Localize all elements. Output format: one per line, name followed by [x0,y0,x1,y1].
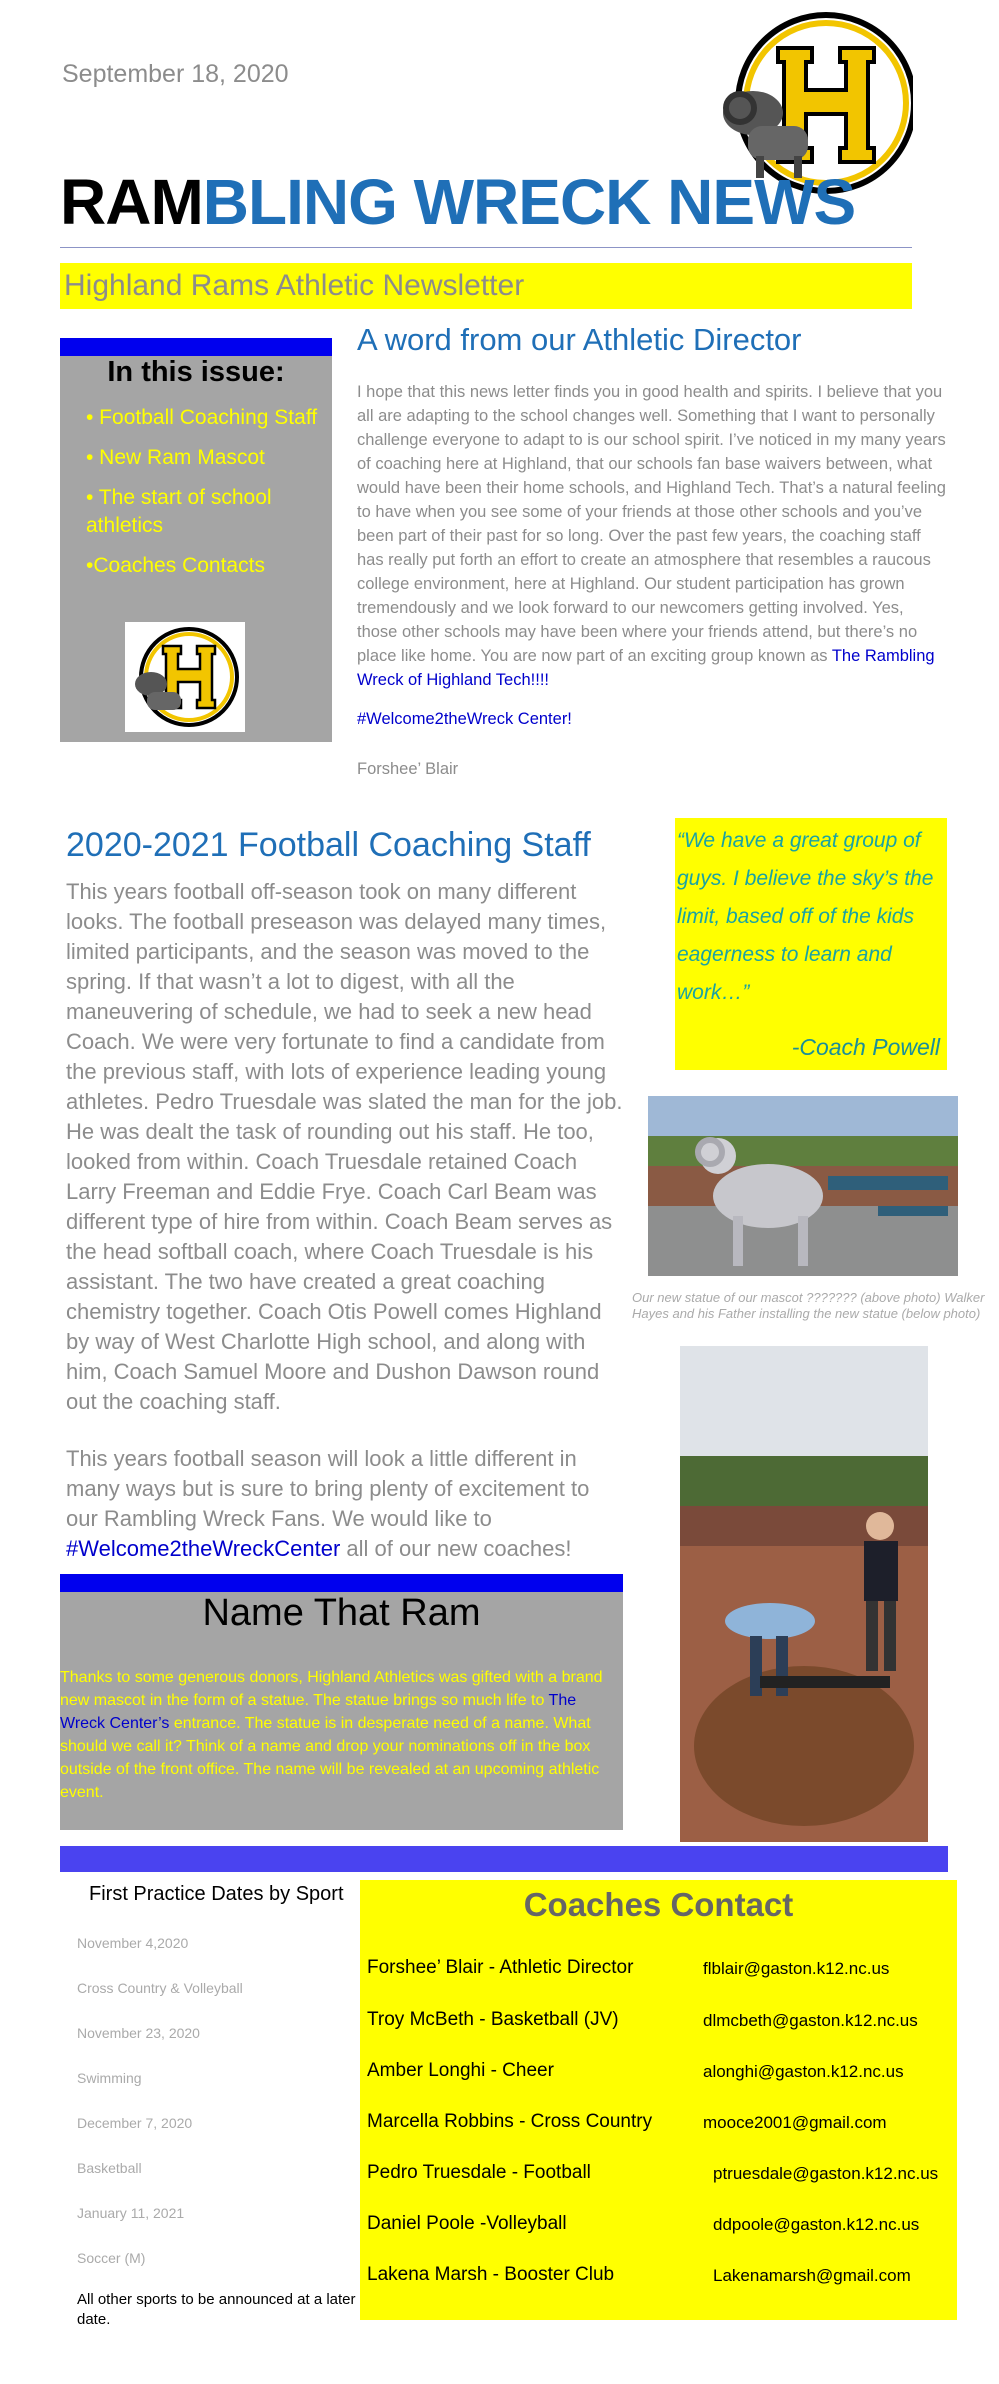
coaches-contact-box [360,1880,957,2320]
practice-date: November 4,2020 [77,1935,189,1951]
welcome-wreck-center-link[interactable]: #Welcome2theWreckCenter [66,1536,341,1561]
contact-name: Marcella Robbins - Cross Country [367,2111,653,2132]
practice-sport: Swimming [77,2070,142,2086]
practice-sport: Cross Country & Volleyball [77,1980,243,1996]
contact-row [367,2111,952,2141]
contact-email[interactable]: dlmcbeth@gaston.k12.nc.us [703,2011,918,2030]
issue-item: • Football Coaching Staff [86,406,318,429]
ram-statue-photo [648,1096,958,1276]
masthead-ram: RAM [60,166,203,238]
practice-sport: Soccer (M) [77,2250,146,2266]
practice-note: All other sports to be announced at a later date. [77,2291,356,2328]
athletic-director-heading: A word from our Athletic Director [357,322,802,357]
issue-item: • New Ram Mascot [86,446,265,469]
athletic-director-body [357,380,947,692]
quote-attribution: -Coach Powell [791,1034,940,1060]
contact-row [367,1957,952,1987]
contact-name: Troy McBeth - Basketball (JV) [367,2009,619,2030]
rambling-wreck-link[interactable]: The Rambling Wreck of Highland Tech!!!! [357,647,935,689]
name-ram-heading: Name That Ram [202,1592,481,1634]
contact-email[interactable]: ptruesdale@gaston.k12.nc.us [713,2164,939,2183]
contact-email[interactable]: alonghi@gaston.k12.nc.us [703,2062,904,2081]
contact-email[interactable]: ddpoole@gaston.k12.nc.us [713,2215,920,2234]
contact-row [367,2213,952,2243]
first-practice-list [77,1934,337,2294]
name-ram-text: Thanks to some generous donors, Highland Athletics was gifted with a brand new mascot in the form of a statue. The statue brings so much life to [60,1669,603,1709]
masthead-rule [60,247,912,248]
name-ram-body [60,1666,605,1804]
contact-row [367,2162,952,2192]
practice-date: December 7, 2020 [77,2115,193,2131]
football-body-2 [66,1444,626,1564]
issue-box-bar [60,338,332,356]
football-body-2-text: This years football season will look a little different in many ways but is sure to bring plenty of excitement to our Rambling Wreck Fans. We would like to [66,1446,590,1531]
quote-text: “We have a great group of guys. I believe the sky’s the limit, based off of the kids eagerness to learn and work…” [677,829,934,1004]
first-practice-heading: First Practice Dates by Sport [89,1883,344,1905]
issue-box-title: In this issue: [107,356,285,388]
photo-caption: Our new statue of our mascot ??????? (above photo) Walker Hayes and his Father installing the new statue (below photo) [632,1290,985,1321]
contact-email[interactable]: flblair@gaston.k12.nc.us [703,1959,890,1978]
contact-email[interactable]: mooce2001@gmail.com [703,2113,887,2132]
football-heading: 2020-2021 Football Coaching Staff [66,826,591,864]
contact-name: Forshee’ Blair - Athletic Director [367,1957,634,1978]
masthead-title [60,165,855,239]
contact-row [367,2264,952,2294]
athletic-director-text: I hope that this news letter finds you in good health and spirits. I believe that you all are adapting to the school changes well. Something that I want to personally challenge everyone to adapt to is our school spirit. I’ve noticed in my many years of coaching here at Highland, that our schools fan base waivers between, what would have been their home schools, and Highland Tech. That’s a natural feeling to have when you see some of your friends at those other schools and you’ve been part of their past for so long. Over the past few years, the coaching staff has really put forth an effort to create an atmosphere that resembles a raucous college environment, here at Highland. Our student participation has grown tremendously and we look forward to our newcomers getting involved. Yes, those other schools may have been where your friends attend, but there’s no place like home. You are now part of an exciting group known as [357,383,946,665]
ram-logo-small [125,622,245,732]
coaches-contact-heading: Coaches Contact [523,1886,794,1923]
newsletter-subtitle: Highland Rams Athletic Newsletter [60,263,912,309]
section-divider [60,1846,948,1872]
contact-email[interactable]: Lakenamarsh@gmail.com [713,2266,911,2285]
practice-sport: Basketball [77,2160,142,2176]
newsletter-date: September 18, 2020 [62,60,289,88]
issue-item: • The start of school athletics [86,486,272,537]
issue-list [86,404,326,592]
contact-name: Pedro Truesdale - Football [367,2162,591,2183]
welcome-hashtag[interactable]: #Welcome2theWreck Center! [357,710,572,728]
name-ram-bar [60,1574,623,1592]
practice-date: November 23, 2020 [77,2025,200,2041]
practice-date: January 11, 2021 [77,2205,185,2221]
masthead-rest: BLING WRECK NEWS [202,166,856,238]
contact-name: Daniel Poole -Volleyball [367,2213,567,2234]
football-body: This years football off-season took on many different looks. The football preseason was delayed many times, limited participants, and the season was moved to the spring. If that wasn’t a lot to digest, with all the maneuvering of schedule, we had to seek a new head Coach. We were very fortunate to find a candidate from the previous staff, with lots of experience leading young athletes. Pedro Truesdale was slated the man for the job. He was dealt the task of rounding out his staff. He too, looked from within. Coach Truesdale retained Coach Larry Freeman and Eddie Frye. Coach Carl Beam was different type of hire from within. Coach Beam serves as the head softball coach, where Coach Truesdale is his assistant. The two have created a great coaching chemistry together. Coach Otis Powell comes Highland by way of West Charlotte High school, and along with him, Coach Samuel Moore and Dushon Dawson round out the coaching staff. [66,879,623,1414]
contact-row [367,2060,952,2090]
contact-name: Amber Longhi - Cheer [367,2060,554,2081]
contact-row [367,2009,952,2039]
name-ram-text-end: entrance. The statue is in desperate need of a name. What should we call it? Think of a name and drop your nominations off in the box outside of the front office. The name will be revealed at an upcoming athletic event. [60,1715,600,1801]
wreck-center-link[interactable]: The Wreck Center’s [60,1692,577,1732]
athletic-director-signature: Forshee’ Blair [357,760,459,778]
issue-item: •Coaches Contacts [86,554,265,577]
contact-name: Lakena Marsh - Booster Club [367,2264,615,2285]
football-body-2-end: all of our new coaches! [340,1536,572,1561]
statue-install-photo [680,1346,928,1842]
